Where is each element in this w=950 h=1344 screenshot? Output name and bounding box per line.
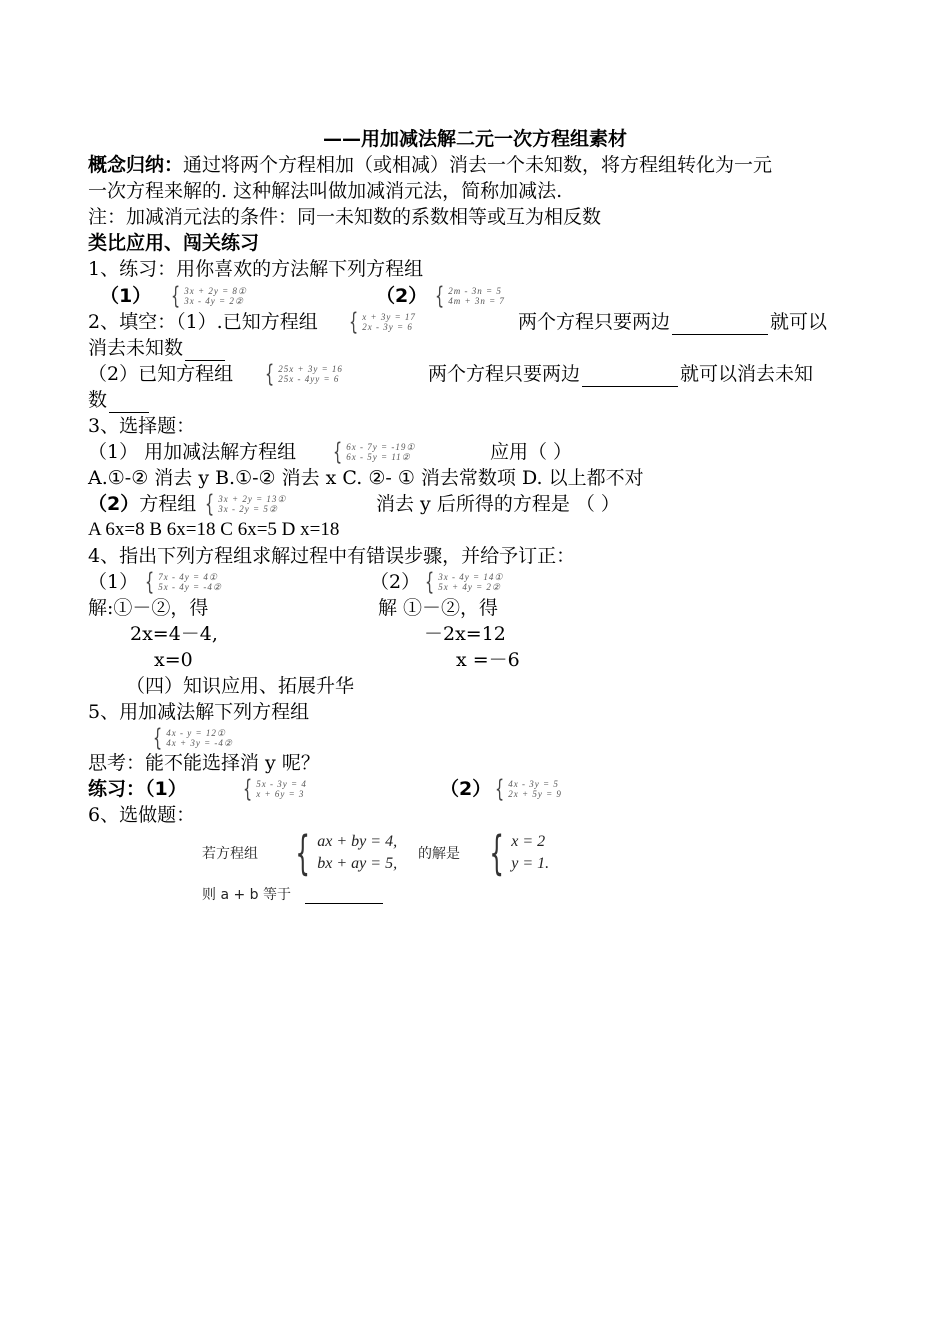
equation-row: x + 6y = 3 [256, 789, 305, 799]
q3-p1-options: A.①-② 消去 y B.①-② 消去 x C. ②- ① 消去常数项 D. 以上都不对 [88, 467, 644, 489]
q5-think: 思考：能不能选择消 y 呢？ [88, 752, 320, 774]
q1-p1-system [168, 283, 247, 309]
q2-part1-suffix [518, 309, 827, 335]
q5-practice-label: 练习：（1） [88, 778, 187, 800]
brace-icon: { [153, 724, 163, 752]
q3-p2-line [88, 491, 196, 517]
equation-row: y = 1. [511, 855, 550, 872]
brace-icon: { [489, 826, 504, 880]
brace-icon: { [349, 308, 359, 336]
q2-part2-line2 [88, 387, 151, 413]
q3-p1-system [330, 439, 415, 465]
q6-heading: 6、选做题： [88, 804, 196, 826]
brace-icon: { [265, 360, 275, 388]
equation-row: 5x - 3y = 4 [256, 779, 307, 789]
equation-row: 3x + 2y = 8① [184, 286, 247, 296]
q2-part1-line2-text: 消去未知数 [88, 337, 184, 359]
q3-p2-label: （2） [88, 493, 140, 515]
equation-row: 5x - 4y = -4② [158, 582, 222, 592]
q5-heading: 5、用加减法解下列方程组 [88, 701, 310, 723]
q4-p1-system [142, 569, 222, 595]
q1-p2-system [432, 283, 505, 309]
q4-sol1-line2: 2x=4－4, [130, 623, 218, 645]
q3-heading: 3、选择题： [88, 415, 196, 437]
q5-p2-system [492, 776, 562, 802]
q2-part2-line2-text: 数 [88, 389, 108, 411]
q3-p1-prefix: （1） 用加减法解方程组 [88, 441, 297, 463]
brace-icon: { [333, 438, 343, 466]
q4-sol1-line1: 解:①－②，得 [88, 597, 209, 619]
brace-icon: { [243, 775, 253, 803]
concept-text-1: 通过将两个方程相加（或相减）消去一个未知数，将方程组转化为一元 [183, 154, 773, 176]
q5-p1-system [240, 776, 307, 802]
concept-line-2: 一次方程来解的. 这种解法叫做加减消元法，简称加减法. [88, 180, 563, 202]
concept-line-1 [88, 152, 772, 178]
equation-row: 5x + 4y = 2② [438, 582, 501, 592]
note-line: 注：加减消元法的条件：同一未知数的系数相等或互为相反数 [88, 206, 602, 228]
q4-p1-label: （1） [88, 571, 139, 593]
q1-p2-label: （2） [376, 285, 428, 307]
q1-p1-label: （1） [100, 285, 152, 307]
q6-then [202, 884, 385, 904]
equation-row: x = 2 [511, 833, 546, 850]
q2-part1-tail: 就可以 [770, 311, 828, 333]
q2-part2-system [262, 361, 343, 387]
equation-row: 4m + 3n = 7 [448, 296, 505, 306]
q4-heading: 4、指出下列方程组求解过程中有错误步骤，并给予订正： [88, 545, 576, 567]
equation-row: 3x - 4y = 2② [184, 296, 244, 306]
q4-sol2-line1: 解 ①－②，得 [378, 597, 499, 619]
q3-p2-system [202, 491, 287, 517]
equation-row: 2x - 3y = 6 [362, 322, 413, 332]
equation-row: 3x - 2y = 5② [218, 504, 278, 514]
q5-system [150, 725, 233, 751]
equation-row: 3x - 4y = 14① [438, 572, 504, 582]
equation-row: 2m - 3n = 5 [448, 286, 502, 296]
q2-part2-tail: 就可以消去未知 [680, 363, 814, 385]
brace-icon: { [495, 775, 505, 803]
q1-heading: 1、练习：用你喜欢的方法解下列方程组 [88, 258, 424, 280]
brace-icon: { [171, 282, 181, 310]
equation-row: x + 3y = 17 [362, 312, 416, 322]
equation-row: bx + ay = 5, [317, 855, 398, 872]
q3-p1-suffix: 应用（ ） [490, 441, 573, 463]
q4-p2-label: （2） [370, 571, 421, 593]
q6-prefix: 若方程组 [202, 846, 258, 862]
q2-part1-line2 [88, 335, 227, 361]
q6-middle: 的解是 [418, 846, 460, 862]
q2-part2-prefix: （2）已知方程组 [88, 363, 234, 385]
equation-row: 2x + 5y = 9 [508, 789, 562, 799]
brace-icon: { [425, 568, 435, 596]
q2-part1-suffix-text: 两个方程只要两边 [518, 311, 671, 333]
q3-p2-suffix: 消去 y 后所得的方程是 （ ） [376, 493, 620, 515]
q5-p2-label: （2） [440, 778, 492, 800]
q2-part1-system [346, 309, 416, 335]
answer-blank[interactable] [185, 340, 225, 361]
q4-p2-system [422, 569, 503, 595]
concept-label: 概念归纳： [88, 154, 184, 176]
q2-part2-suffix [428, 361, 813, 387]
equation-row: 4x - y = 12① [166, 728, 226, 738]
brace-icon: { [295, 826, 310, 880]
equation-row: 25x + 3y = 16 [278, 364, 343, 374]
answer-blank[interactable] [672, 314, 768, 335]
section-heading: 类比应用、闯关练习 [88, 232, 260, 254]
equation-row: 25x - 4yy = 6 [278, 374, 340, 384]
equation-row: 4x - 3y = 5 [508, 779, 559, 789]
q2-part1-prefix: 2、填空：（1）.已知方程组 [88, 311, 318, 333]
equation-row: ax + by = 4, [317, 833, 398, 850]
equation-row: 3x + 2y = 13① [218, 494, 287, 504]
q3-p2-options: A 6x=8 B 6x=18 C 6x=5 D x=18 [88, 519, 340, 540]
section-four-heading: （四）知识应用、拓展升华 [126, 675, 355, 697]
page-title: ——用加减法解二元一次方程组素材 [322, 128, 627, 150]
equation-row: 7x - 4y = 4① [158, 572, 218, 582]
q2-part2-suffix-text: 两个方程只要两边 [428, 363, 581, 385]
q6-then-text: 则 a + b 等于 [202, 887, 291, 903]
answer-blank[interactable] [582, 366, 678, 387]
brace-icon: { [205, 490, 215, 518]
equation-row: 4x + 3y = -4② [166, 738, 233, 748]
q4-sol2-line3: x =－6 [456, 649, 520, 671]
answer-blank[interactable] [305, 887, 383, 904]
answer-blank[interactable] [109, 392, 149, 413]
q6-system [288, 826, 398, 880]
q4-sol2-line2: －2x=12 [424, 623, 506, 645]
equation-row: 6x - 7y = -19① [346, 442, 416, 452]
q4-sol1-line3: x=0 [154, 649, 193, 671]
brace-icon: { [145, 568, 155, 596]
q6-solution [482, 826, 550, 880]
brace-icon: { [435, 282, 445, 310]
equation-row: 6x - 5y = 11② [346, 452, 411, 462]
q3-p2-prefix: 方程组 [139, 493, 197, 515]
